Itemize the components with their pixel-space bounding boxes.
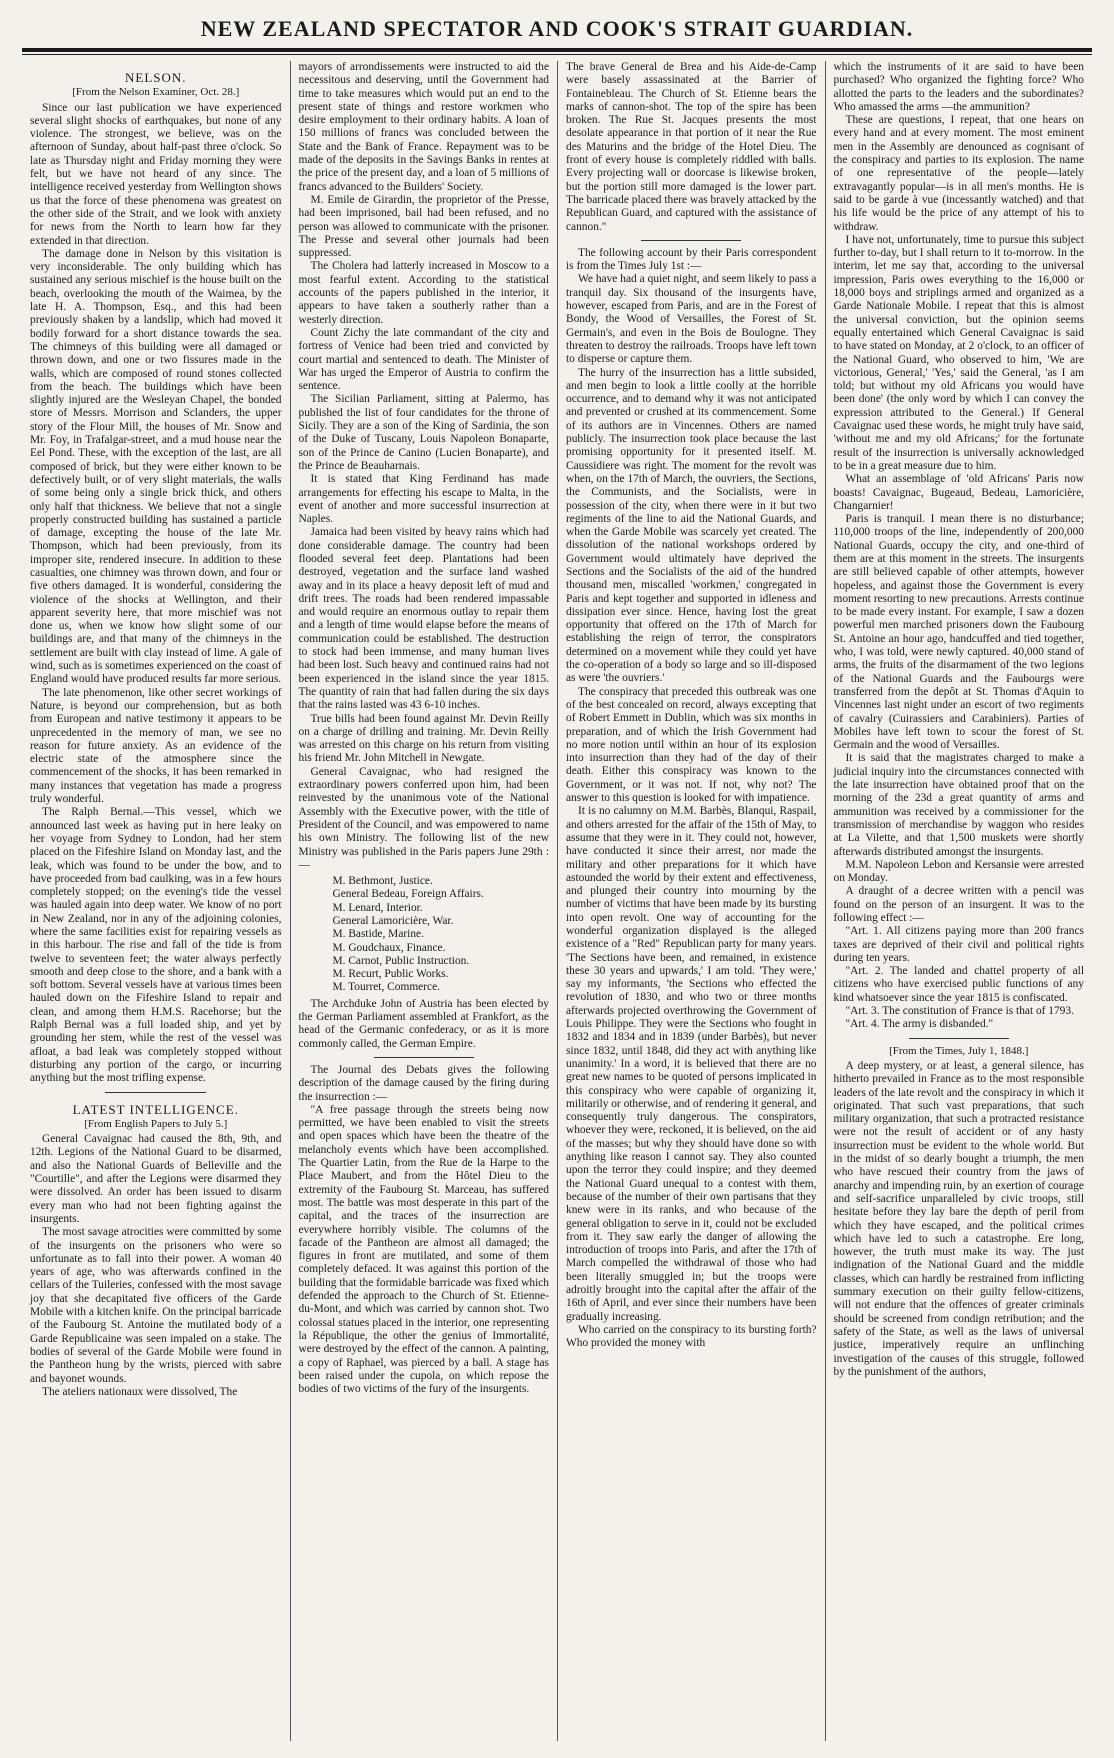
ministry-list-item: M. Bastide, Marine. [332,928,424,941]
section-source-latest: [From English Papers to July 5.] [84,1117,228,1130]
article-paragraph: These are questions, I repeat, that one hears on every hand and at every moment. The most eminent men in the Assembly are denounced as cognisant of the conspiracy and parties to its explosion. The name of one representative of the people—lately extravagantly popular—is in all men's months. He is said to be garde à vue (incessantly watched) and that his life would be the price of any attempt of his to withdraw. [833,114,1084,233]
article-paragraph: I have not, unfortunately, time to pursue this subject further to-day, but I shall return to it to-morrow. In the interim, let me say that, according to the universal impression, Paris owes everything to the 16,000 or 18,000 boys and striplings armed and organized as a Garde Nationale Mobile. I repeat that this is almost the universal conviction, but the opinion seems equally entertained which General Cavaignac is said to have stated on Monday, at 2 o'clock, to an officer of the National Guard, who observed to him, 'We are victorious, General,' 'Yes,' said the General, 'as I am told; but without my old Africans you would have been done' (the only word by which I can convey the expression attributed to the General.) If General Cavaignac used these words, he might truly have said, 'without me and my old Africans;' for the fortunate result of the insurrection is universally acknowledged to be in a great measure due to him. [833,233,1084,472]
article-paragraph: The conspiracy that preceded this outbreak was one of the best concealed on record, always excepting that of Robert Emmett in Dublin, which was six months in preparation, and of which the Irish Government had no more notion until within an hour of its explosion into insurrection than they had of the day of their death. Either this conspiracy was known to the Government, or it was not. If not, why not? The answer to this question is looked for with impatience. [566,685,817,805]
masthead: NEW ZEALAND SPECTATOR AND COOK'S STRAIT GUARDIAN. [200,16,914,41]
ministry-list-item: M. Carnot, Public Instruction. [332,954,470,967]
article-paragraph: It is no calumny on M.M. Barbès, Blanqui, Raspail, and others arrested for the affair of the 15th of May, to assume that they were in it. They could not, however, have conducted it since their arrest, nor made the military and other preparations for it which have astounded the world by their extent and effectiveness, and plunged their country into mourning by the number of victims that have been made by its bursting into open revolt. One way of accounting for the wonderful organization displayed is the alleged existence of a "Red" Republican party for many years. 'The Sections have been, and remained, in existence these 30 years and upwards,' I am told. 'They were,' say my informants, 'the Sections who effected the revolution of 1830, and who two or three months afterwards projected overthrowing the Government of Louis Philippe. They were the Sections who fought in 1832 and 1834 and in 1839 (under Barbès), but never since 1832, until 1848, did they act with anything like unanimity.' In a word, it is believed that there are no great new names to be quoted of persons implicated in this conspiracy who were capable of organizing it, militarily or otherwise, and of rendering it general, and consequently truly dangerous. The conspirators, whoever they were, reckoned, it is believed, on the aid of the masses; but why they should have done so with anything like reason I cannot say. They also counted upon the terror they could inspire; and they deemed the National Guard unequal to a contest with them, because of the number of their own partisans that they knew were in its ranks, and who because of the general obligation to serve in it, could not be excluded from it. They saw early the danger of allowing the introduction of troops into Paris, and after the 17th of March compelled the withdrawal of those who had been literally smuggled in; but the troops were adroitly brought into the capital after the affair of the 16th of April, and ever since their numbers have been gradually increasing. [566,805,817,1323]
article-paragraph: The Archduke John of Austria has been elected by the German Parliament assembled at Frankfort, as the head of the Germanic confederacy, or as it is more commonly called, the German Empire. [298,997,549,1050]
article-paragraph: General Cavaignac, who had resigned the extraordinary powers conferred upon him, had been reinvested by the unanimous vote of the National Assembly with the Executive power, with the title of President of the Council, and was empowered to name his own Ministry. The following list of the new Ministry was published in the Paris papers June 29th :— [298,765,549,871]
article-paragraph: The damage done in Nelson by this visitation is very inconsiderable. The only building which has sustained any serious mischief is the house built on the beach, overlooking the mouth of the Waimea, by the late H. A. Thompson, Esq., and this had been previously shaken by a landslip, which had moved it bodily forward for a short distance towards the sea. The chimneys of this building were all damaged or thrown down, and one or two fissures made in the walls, which are composed of round stones collected from the beach. The buildings which have been slightly injured are the Wesleyan Chapel, the bonded store of Messrs. Morrison and Sclanders, the upper story of the Flour Mill, the houses of Mr. Snow and Mr. Foy, in Trafalgar-street, and a mud house near the Eel Pond. These, with the exception of the last, are all composed of brick, but they were either known to be defectively built, or of very slight materials, the walls of some being only a single brick thick, and others only half that thickness. We believe that not a single properly constructed building has sustained a particle of damage, excepting the house of the late Mr. Thompson, which had been previously, from its improper site, rendered insecure. In addition to these casualties, one chimney was thrown down, and four or five others damaged. It is wonderful, considering the violence of the shocks at Wellington, and their apparent severity here, that more mischief was not done us, when we know how slight some of our buildings are, and that many of the chimneys in the settlement are built with clay instead of lime. A gale of wind, such as is sometimes experienced on the coast of England would have produced results far more serious. [30,247,282,686]
ministry-list-item: M. Lenard, Interior. [332,901,423,914]
ministry-list-item: M. Goudchaux, Finance. [332,941,446,954]
article-paragraph: General Cavaignac had caused the 8th, 9th, and 12th. Legions of the National Guard to be disarmed, and also the National Guards of Belleville and the "Courtille", and after the Legions were disarmed they were dissolved. An order has been issued to disarm every man who had not been fighting against the insurgents. [30,1133,282,1225]
ministry-list-item: M. Bethmont, Justice. [332,875,433,888]
section-title-nelson: NELSON. [124,70,187,85]
masthead-rule [22,48,1092,52]
decree-article: "Art. 1. All citizens paying more than 200 francs taxes are deprived of their civil and political rights during ten years. [833,925,1084,964]
column-1 [22,61,290,1741]
article-paragraph: Jamaica had been visited by heavy rains which had done considerable damage. The country had been flooded several feet deep. Plantations had been destroyed, vegetation and the surface land washed away and in its place a heavy deposit left of mud and drift trees. The roads had been rendered impassable and would require an enormous outlay to repair them and a length of time would elapse before the means of communication could be established. The destruction to stock had been immense, and many human lives had been lost. Such heavy and continued rains had not been experienced in the island since the year 1815. The quantity of rain that had fallen during the six days that the rains lasted was 43 6-10 inches. [298,526,549,712]
section-divider [641,240,741,241]
article-paragraph: Who carried on the conspiracy to its bursting forth? Who provided the money with [566,1323,817,1350]
article-paragraph: Since our last publication we have experienced several slight shocks of earthquakes, but none of any violence. The strongest, we believe, was on the afternoon of Sunday, about half-past three o'clock. So late as Thursday night and Friday morning they were felt, but we have not heard of any since. The intelligence received yesterday from Wellington shows us that the force of these phenomena was greatest on the other side of the Strait, and we look with anxiety for news from the North to learn how far they extended in that direction. [30,101,282,247]
section-divider [909,1038,1009,1039]
article-paragraph: The Cholera had latterly increased in Moscow to a most fearful extent. According to the statistical accounts of the papers published in the interior, it appears to have taken a southerly rather than a westerly direction. [298,260,549,326]
article-paragraph: Count Zichy the late commandant of the city and fortress of Venice had been tried and convicted by court martial and sentenced to death. The Minister of War has urged the Emperor of Austria to confirm the sentence. [298,326,549,393]
column-3 [557,61,825,1741]
decree-article: "Art. 4. The army is disbanded." [845,1018,994,1031]
article-paragraph: What an assemblage of 'old Africans' Paris now boasts! Cavaignac, Bugeaud, Bedeau, Lamoricière, Changarnier! [833,473,1084,512]
column-2 [290,61,558,1741]
ministry-list-item: General Bedeau, Foreign Affairs. [332,888,484,901]
ministry-list-item: General Lamoricière, War. [332,915,454,927]
section-title-latest: LATEST INTELLIGENCE. [72,1101,239,1117]
section-source-times: [From the Times, July 1, 1848.] [889,1044,1029,1057]
article-paragraph: The ateliers nationaux were dissolved, The [42,1385,238,1398]
article-paragraph: "A free passage through the streets being now permitted, we have been enabled to visit the streets and open spaces which have been the theatre of the melancholy events which have been accomplished. The Quartier Latin, from the Rue de la Harpe to the Place Maubert, and from the Hôtel Dieu to the extremity of the Faubourg St. Marceau, has suffered most. The battle was most desperate in this part of the capital, and the traces of the insurrection are everywhere horribly visible. The columns of the facade of the Pantheon are almost all damaged; the figures in front are mutilated, and some of them completely defaced. It was against this portion of the building that the formidable barricade was fixed which defended the approach to the Church of St. Etienne-du-Mont, and which was carried by cannon shot. Two colossal statues placed in the interior, one representing la République, the other the genius of Immortalité, were destroyed by the effect of the cannon. A painting, a copy of Raphael, was pierced by a ball. A stage has been raised under the cupola, on which repose the bodies of two victims of the fury of the insurgents. [298,1103,549,1396]
article-paragraph: A deep mystery, or at least, a general silence, has hitherto prevailed in France as to the most responsible leaders of the late revolt and the conspiracy in which it originated. That such vast preparations, that such military organization, that such a protracted resistance were not the result of accident or of any hasty insurrection must be evident to the whole world. But in the midst of so dearly bought a triumph, the men who have rescued their country from the jaws of anarchy and impending ruin, by an exertion of courage and self-sacrifice unparalleled by civic troops, still hesitate before they lay bare the depth of peril from which they have escaped, and the political crimes which have led to such a catastrophe. Ere long, however, the truth must make its way. The just indignation of the National Guard and the middle classes, which can hardly be restrained from inflicting summary execution on their guilty fellow-citizens, will not endure that the offences of greater criminals should be screened from condign retribution; and the safety of the State, as well as the laws of universal justice, imperatively require an unflinching investigation of the causes of this struggle, followed by the punishment of the authors, [833,1059,1084,1378]
article-paragraph: True bills had been found against Mr. Devin Reilly on a charge of drilling and training. Mr. Devin Reilly was arrested on this charge on his return from visiting his friend Mr. John Mitchell in Newgate. [298,712,549,765]
section-divider [105,1092,206,1093]
article-paragraph: M. Emile de Girardin, the proprietor of the Presse, had been imprisoned, bail had been refused, and no person was allowed to communicate with the prisoner. The Presse and several other journals had been suppressed. [298,193,549,260]
section-divider [374,1057,474,1058]
article-paragraph: The Ralph Bernal.—This vessel, which we announced last week as having put in here leaky on her voyage from Sydney to London, had her stem placed on the Fifeshire Island on Monday last, and the leak, which was found to be under the bow, and to have proceeded from bad caulking, was in a few hours completely stopped; on the evening's tide the vessel was hauled again into deep water. We know of no port in New Zealand, nor in any of the adjoining colonies, where the same facilities exist for repairing vessels as in this harbour. The rise and fall of the tide is from twelve to seventeen feet; the water always perfectly smooth and deep close to the shore, and a bank with a soft bottom. Several vessels have at various times been hauled down on the Fifeshire Island to repair and clean, and among them H.M.S. Racehorse; but the Ralph Bernal was a full loaded ship, and yet by grounding her stem, while the rest of the vessel was afloat, a bad leak was completely stopped without disturbing any portion of the cargo, or incurring anything but the most trifling expense. [30,806,282,1085]
columns [22,61,1092,1741]
article-paragraph: The Journal des Debats gives the following description of the damage caused by the firing during the insurrection :— [298,1063,549,1103]
article-paragraph: It is stated that King Ferdinand has made arrangements for effecting his escape to Malta, in the event of another and more successful insurrection at Naples. [298,473,549,526]
article-paragraph: It is said that the magistrates charged to make a judicial inquiry into the circumstances connected with the late insurrection have obtained proof that on the morning of the 23d a great quantity of arms and ammunition was received by a commissioner for the transmission of merchandise by waggon who resides at La Vilette, and that 1,500 muskets were shortly afterwards distributed amongst the insurgents. [833,752,1084,858]
masthead-rule-thin [22,54,1092,55]
ministry-list [333,875,550,995]
decree-article: "Art. 3. The constitution of France is that of 1793. [845,1005,1074,1018]
article-paragraph: The most savage atrocities were committed by some of the insurgents on the prisoners who were so unfortunate as to fall into their power. A woman 40 years of age, who was afterwards confined in the cellars of the Tuileries, confessed with the most savage joy that she decapitated five officers of the Garde Mobile with a kitchen knife. On the principal barricade of the Faubourg St. Antoine the mutilated body of a Garde Republicaine was seen impaled on a stake. The bodies of several of the Garde Mobile were found in the Pantheon hung by the wrists, pierced with sabre and bayonet wounds. [30,1226,282,1385]
article-paragraph: Paris is tranquil. I mean there is no disturbance; 110,000 troops of the line, independently of 200,000 National Guards, occupy the city, and one-third of them are at this moment in the streets. The insurgents are still believed capable of other attempts, however hopeless, and against those the Government is every moment resorting to new precautions. Arrests continue to be made every instant. For example, I saw a dozen powerful men marched prisoners down the Faubourg St. Antoine an hour ago, handcuffed and tied together, who, I was told, were newly captured. 40,000 stand of arms, the fruits of the disarmament of the two legions of the National Guards and the Faubourgs were transferred from the depôt at St. Thomas d'Aquin to Vincennes last night under an escort of two regiments of cavalry (Cuirassiers and Carabiniers). Parties of Mobiles have left town to scour the forest of St. Germain and the wood of Versailles. [833,513,1084,752]
column-4 [825,61,1093,1741]
section-source-nelson: [From the Nelson Examiner, Oct. 28.] [72,86,240,99]
decree-article: "Art. 2. The landed and chattel property of all citizens who have exercised public functions of any kind whatsoever since the year 1815 is confiscated. [833,965,1084,1004]
article-paragraph: The late phenomenon, like other secret workings of Nature, is beyond our comprehension, but as both from European and native testimony it appears to be unprecedented in the memory of man, we see no reason for future anxiety. As an evidence of the electric state of the atmosphere since the commencement of the shocks, it has been remarked in many instances that vegetation has made a progress truly wonderful. [30,686,282,806]
article-paragraph: The hurry of the insurrection has a little subsided, and men begin to look a little coolly at the horrible occurrence, and to demand why it was not anticipated and prevented or crushed at its commencement. Some of its authors are in Vincennes. Others are named publicly. The insurrection took place because the last promising opportunity for it presented itself. M. Caussidiere was right. The moment for the revolt was when, on the 17th of March, the ouvriers, the Sections, the Communists, and the Socialists, were in possession of the city, when there were in it but two regiments of the line to aid the National Guards, and when the Garde Mobile was scarcely yet created. The dissolution of the national workshops ordered by Government would ultimately have deprived the Sections and the Socialists of the aid of the hundred thousand men, miscalled 'workmen,' congregated in Paris and kept together and supported in idleness and dissipation ever since. Hence, having lost the great opportunity that offered on the 17th of March for establishing the reign of terror, the conspirators determined on a movement while they could yet have the co-operation of a body so large and so ill-disposed as were 'the ouvriers.' [566,366,817,685]
article-paragraph: which the instruments of it are said to have been purchased? Who organized the fighting force? Who allotted the parts to the leaders and the subordinates? Who amassed the arms —the ammunition? [833,61,1084,113]
article-paragraph: mayors of arrondissements were instructed to aid the necessitous and deserving, until the Government had time to take measures which would put an end to the present state of things and restore workmen who desire employment to their ordinary habits. A loan of 150 millions of francs was concluded between the State and the Bank of France. Repayment was to be made of the deposits in the Savings Banks in rentes at the price of the present day, and a loan of 5 millions of francs advanced to the Builders' Society. [298,61,549,193]
article-paragraph: M.M. Napoleon Lebon and Kersansie were arrested on Monday. [833,858,1084,885]
article-paragraph: The Sicilian Parliament, sitting at Palermo, has published the list of four candidates for the throne of Sicily. They are a son of the King of Sardinia, the son of the Duke of Tuscany, Louis Napoleon Bonaparte, son of the Prince de Canino (Lucien Bonaparte), and the Prince de Beauharnais. [298,393,549,472]
article-paragraph: The following account by their Paris correspondent is from the Times July 1st :— [566,246,817,273]
ministry-list-item: M. Recurt, Public Works. [332,968,449,981]
article-paragraph: The brave General de Brea and his Aide-de-Camp were basely assassinated at the Barrier of Fontainebleau. The Church of St. Etienne bears the marks of cannon-shot. The top of the spire has been broken. The Rue St. Jacques presents the most desolate appearance in that portion of it near the Rue des Maturins and the bridge of the Hotel Dieu. The front of every house is completely riddled with balls. Every projecting wall or doorcase is likewise broken, but the portion still more damaged is the lower part. The barricade placed there was bravely attacked by the Republican Guard, and captured with the assistance of cannon." [566,61,817,233]
article-paragraph: We have had a quiet night, and seem likely to pass a tranquil day. Six thousand of the insurgents have, however, escaped from Paris, and are in the Forest of Bondy, the Wood of Versailles, the Forest of St. Germain's, and even in the Bois de Boulogne. They threaten to destroy the railroads. Troops have left town to disperse or capture them. [566,273,817,366]
article-paragraph: A draught of a decree written with a pencil was found on the person of an insurgent. It was to the following effect :— [833,885,1084,924]
ministry-list-item: M. Tourret, Commerce. [332,981,440,994]
